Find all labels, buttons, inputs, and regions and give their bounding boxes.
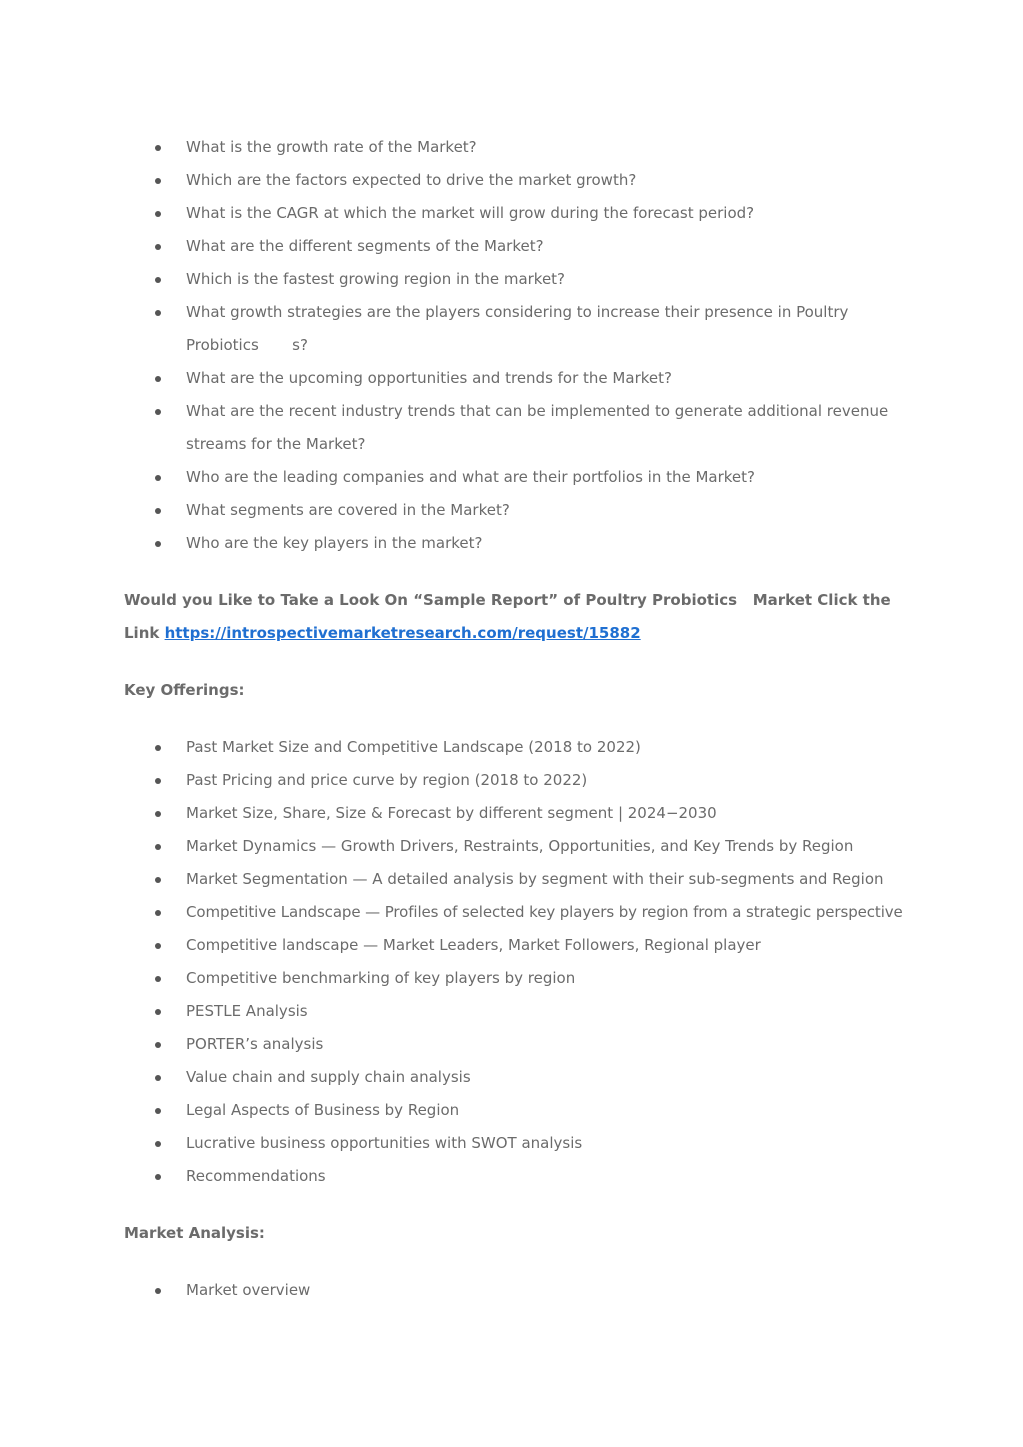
offering-text: Lucrative business opportunities with SWOT analysis — [186, 1134, 583, 1152]
bullet-icon — [155, 1042, 161, 1048]
question-text: What growth strategies are the players considering to increase their presence in Poultry Probiotics s? — [186, 303, 854, 354]
key-offerings-heading: Key Offerings: — [124, 681, 245, 699]
market-analysis-list — [124, 1274, 914, 1307]
bullet-icon — [155, 541, 161, 547]
offering-text: Competitive landscape — Market Leaders, Market Followers, Regional player — [186, 936, 761, 954]
question-text: What are the different segments of the Market? — [186, 237, 544, 255]
list-item — [124, 797, 914, 830]
list-item — [124, 1127, 914, 1160]
list-item — [124, 527, 914, 560]
bullet-icon — [155, 811, 161, 817]
list-item — [124, 830, 914, 863]
bullet-icon — [155, 976, 161, 982]
offering-text: Past Market Size and Competitive Landscape (2018 to 2022) — [186, 738, 641, 756]
offering-text: Market Size, Share, Size & Forecast by different segment | 2024−2030 — [186, 804, 717, 822]
bullet-icon — [155, 877, 161, 883]
bullet-icon — [155, 943, 161, 949]
list-item — [124, 863, 914, 896]
list-item — [124, 131, 914, 164]
question-text: What are the recent industry trends that can be implemented to generate additional revenue streams for the Market? — [186, 402, 889, 453]
list-item — [124, 929, 914, 962]
bullet-icon — [155, 310, 161, 316]
list-item — [124, 263, 914, 296]
list-item — [124, 764, 914, 797]
offering-text: PESTLE Analysis — [186, 1002, 308, 1020]
bullet-icon — [155, 376, 161, 382]
offering-text: Recommendations — [186, 1167, 326, 1185]
bullet-icon — [155, 244, 161, 250]
bullet-icon — [155, 277, 161, 283]
list-item — [124, 1028, 914, 1061]
bullet-icon — [155, 1108, 161, 1114]
sample-report-link[interactable]: https://introspectivemarketresearch.com/request/15882 — [164, 624, 641, 642]
offering-text: Legal Aspects of Business by Region — [186, 1101, 460, 1119]
analysis-text: Market overview — [186, 1281, 311, 1299]
bullet-icon — [155, 1174, 161, 1180]
list-item — [124, 896, 914, 929]
list-item — [124, 362, 914, 395]
bullet-icon — [155, 910, 161, 916]
bullet-icon — [155, 1141, 161, 1147]
list-item — [124, 296, 914, 362]
market-analysis-heading: Market Analysis: — [124, 1224, 265, 1242]
offering-text: Past Pricing and price curve by region (2018 to 2022) — [186, 771, 588, 789]
bullet-icon — [155, 178, 161, 184]
list-item — [124, 197, 914, 230]
question-text: What segments are covered in the Market? — [186, 501, 510, 519]
bullet-icon — [155, 145, 161, 151]
list-item — [124, 230, 914, 263]
bullet-icon — [155, 475, 161, 481]
offering-text: Market Dynamics — Growth Drivers, Restraints, Opportunities, and Key Trends by Region — [186, 837, 854, 855]
bullet-icon — [155, 745, 161, 751]
bullet-icon — [155, 844, 161, 850]
offering-text: Competitive benchmarking of key players by region — [186, 969, 576, 987]
list-item — [124, 395, 914, 461]
question-text: What are the upcoming opportunities and trends for the Market? — [186, 369, 672, 387]
sample-report-text: Would you Like to Take a Look On “Sample Report” of Poultry Probiotics Market Click the Link — [124, 591, 896, 642]
sample-report-paragraph — [124, 584, 904, 650]
bullet-icon — [155, 211, 161, 217]
list-item — [124, 1061, 914, 1094]
list-item — [124, 494, 914, 527]
list-item — [124, 995, 914, 1028]
question-text: Which are the factors expected to drive the market growth? — [186, 171, 637, 189]
question-text: Which is the fastest growing region in the market? — [186, 270, 566, 288]
question-text: Who are the key players in the market? — [186, 534, 483, 552]
bullet-icon — [155, 1075, 161, 1081]
list-item — [124, 731, 914, 764]
question-text: What is the CAGR at which the market will grow during the forecast period? — [186, 204, 755, 222]
question-text: What is the growth rate of the Market? — [186, 138, 477, 156]
offering-text: Market Segmentation — A detailed analysis by segment with their sub-segments and Region — [186, 870, 884, 888]
question-text: Who are the leading companies and what are their portfolios in the Market? — [186, 468, 756, 486]
questions-list — [124, 131, 914, 560]
bullet-icon — [155, 1009, 161, 1015]
bullet-icon — [155, 1288, 161, 1294]
list-item — [124, 1274, 914, 1307]
list-item — [124, 1160, 914, 1193]
list-item — [124, 461, 914, 494]
offering-text: PORTER’s analysis — [186, 1035, 324, 1053]
offering-text: Competitive Landscape — Profiles of selected key players by region from a strategic perspective — [186, 903, 903, 921]
list-item — [124, 962, 914, 995]
list-item — [124, 1094, 914, 1127]
bullet-icon — [155, 508, 161, 514]
bullet-icon — [155, 409, 161, 415]
key-offerings-list — [124, 731, 914, 1193]
list-item — [124, 164, 914, 197]
bullet-icon — [155, 778, 161, 784]
offering-text: Value chain and supply chain analysis — [186, 1068, 471, 1086]
